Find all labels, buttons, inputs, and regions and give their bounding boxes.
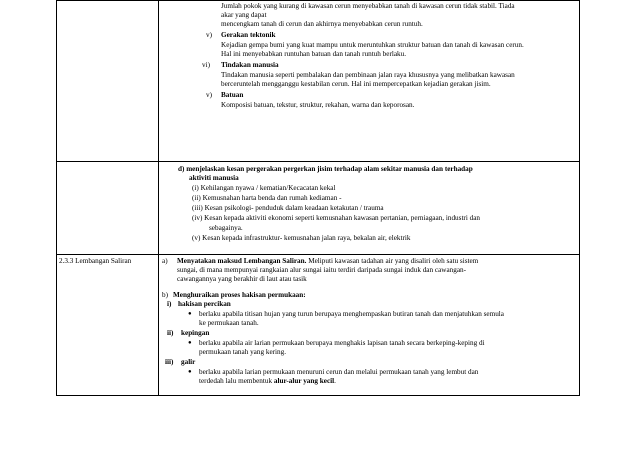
item-line: sungai, di mana mempunyai rangkaian alur sungai iaitu terdiri daripada sungai induk dan cawangan-: [177, 266, 467, 274]
item-number: a): [162, 257, 168, 265]
list-item: (iv) Kesan kepada aktiviti ekonomi seperti kemusnahan kawasan pertanian, perniagaan, industri dan: [192, 214, 481, 222]
list-item: (i) Kehilangan nyawa / kematian/Kecacatan kekal: [192, 184, 336, 192]
list-item: (v) Kesan kepada infrastruktur- kemusnahan jalan raya, bekalan air, elektrik: [192, 234, 411, 242]
item-number: ii): [167, 329, 174, 337]
item-line: Meliputi kawasan tadahan air yang disaliri oleh satu sistem: [308, 257, 479, 265]
item-number: v): [206, 91, 212, 99]
section-cell: [57, 255, 159, 396]
list-item: sebagainya.: [209, 224, 243, 232]
item-line: berceruntelah mengganggu kestabilan cerun. Hal ini mempercepatkan kejadian gerakan jisim.: [221, 80, 491, 88]
jumlah-line: mencengkam tanah di cerun dan akhirnya menyebabkan cerun runtuh.: [221, 20, 423, 28]
item-title: kepingan: [181, 329, 210, 337]
item-number: vi): [202, 61, 210, 69]
syllabus-table: [56, 0, 580, 396]
list-item: (ii) Kemusnahan harta benda dan rumah kediaman -: [192, 194, 342, 202]
item-line: berlaku apabila titisan hujan yang turun berupaya menghempaskan butiran tanah dan menjatuhkan semula: [199, 310, 504, 318]
list-item: (iii) Kesan psikologi- penduduk dalam keadaan ketakutan / trauma: [192, 204, 384, 212]
content-cell: [159, 1, 580, 162]
item-line-tail: .: [334, 377, 336, 385]
item-number: v): [206, 31, 212, 39]
table-row: [57, 162, 580, 255]
section-cell: [57, 162, 159, 255]
item-line: Kejadian gempa bumi yang kuat mampu untuk meruntuhkan struktur batuan dan tanah di kawasan cerun.: [221, 41, 524, 49]
item-number: i): [167, 300, 172, 308]
item-title: Gerakan tektonik: [221, 31, 276, 39]
item-line: berlaku apabila air larian permukaan berupaya menghakis lapisan tanah secara berkeping-keping di: [199, 339, 485, 347]
item-line: ke permukaan tanah.: [199, 319, 259, 327]
item-line: berlaku apabila larian permukaan menuruni cerun dan melalui permukaan tanah yang lembut dan: [199, 368, 479, 376]
item-line: terdedah lalu membentuk: [199, 377, 274, 385]
bullet-icon: ●: [188, 311, 192, 317]
item-title: Tindakan manusia: [221, 61, 279, 69]
item-line: Hal ini menyebabkan runtuhan batuan dan tanah runtuh berlaku.: [221, 50, 407, 58]
item-line: Komposisi batuan, tekstur, struktur, rekahan, warna dan keporosan.: [221, 101, 415, 109]
kesan-heading: aktiviti manusia: [189, 174, 239, 182]
emphasis-text: alur-alur yang kecil: [273, 377, 335, 385]
table-row: [57, 255, 580, 396]
content-cell: [159, 255, 580, 396]
item-title: hakisan percikan: [178, 300, 231, 308]
jumlah-line: akar yang dapat: [221, 11, 267, 19]
item-title: Batuan: [221, 91, 244, 99]
item-number: b): [162, 291, 168, 299]
item-line: Tindakan manusia seperti pembalakan dan pembinaan jalan raya khususnya yang melibatkan kawasan: [221, 71, 515, 79]
kesan-heading: d) menjelaskan kesan pergerakan pergerkan jisim terhadap alam sekitar manusia dan terhadap: [178, 165, 473, 173]
item-number: iii): [165, 358, 174, 366]
item-title: Menyatakan maksud Lembangan Saliran.: [177, 257, 307, 265]
jumlah-line: Jumlah pokok yang kurang di kawasan cerun menyebabkan tanah di kawasan cerun tidak stabil. Tiada: [221, 2, 515, 10]
section-title: 2.3.3 Lembangan Saliran: [59, 257, 132, 265]
table-row: [57, 1, 580, 162]
item-title: Menghuraikan proses hakisan permukaan:: [173, 291, 306, 299]
bullet-icon: ●: [188, 340, 192, 346]
item-title: galir: [181, 358, 196, 366]
item-line: cawangannya yang berakhir di laut atau tasik: [177, 275, 307, 283]
content-cell: [159, 162, 580, 255]
section-cell: [57, 1, 159, 162]
item-line: permukaan tanah yang kering.: [199, 348, 287, 356]
bullet-icon: ●: [188, 369, 192, 375]
